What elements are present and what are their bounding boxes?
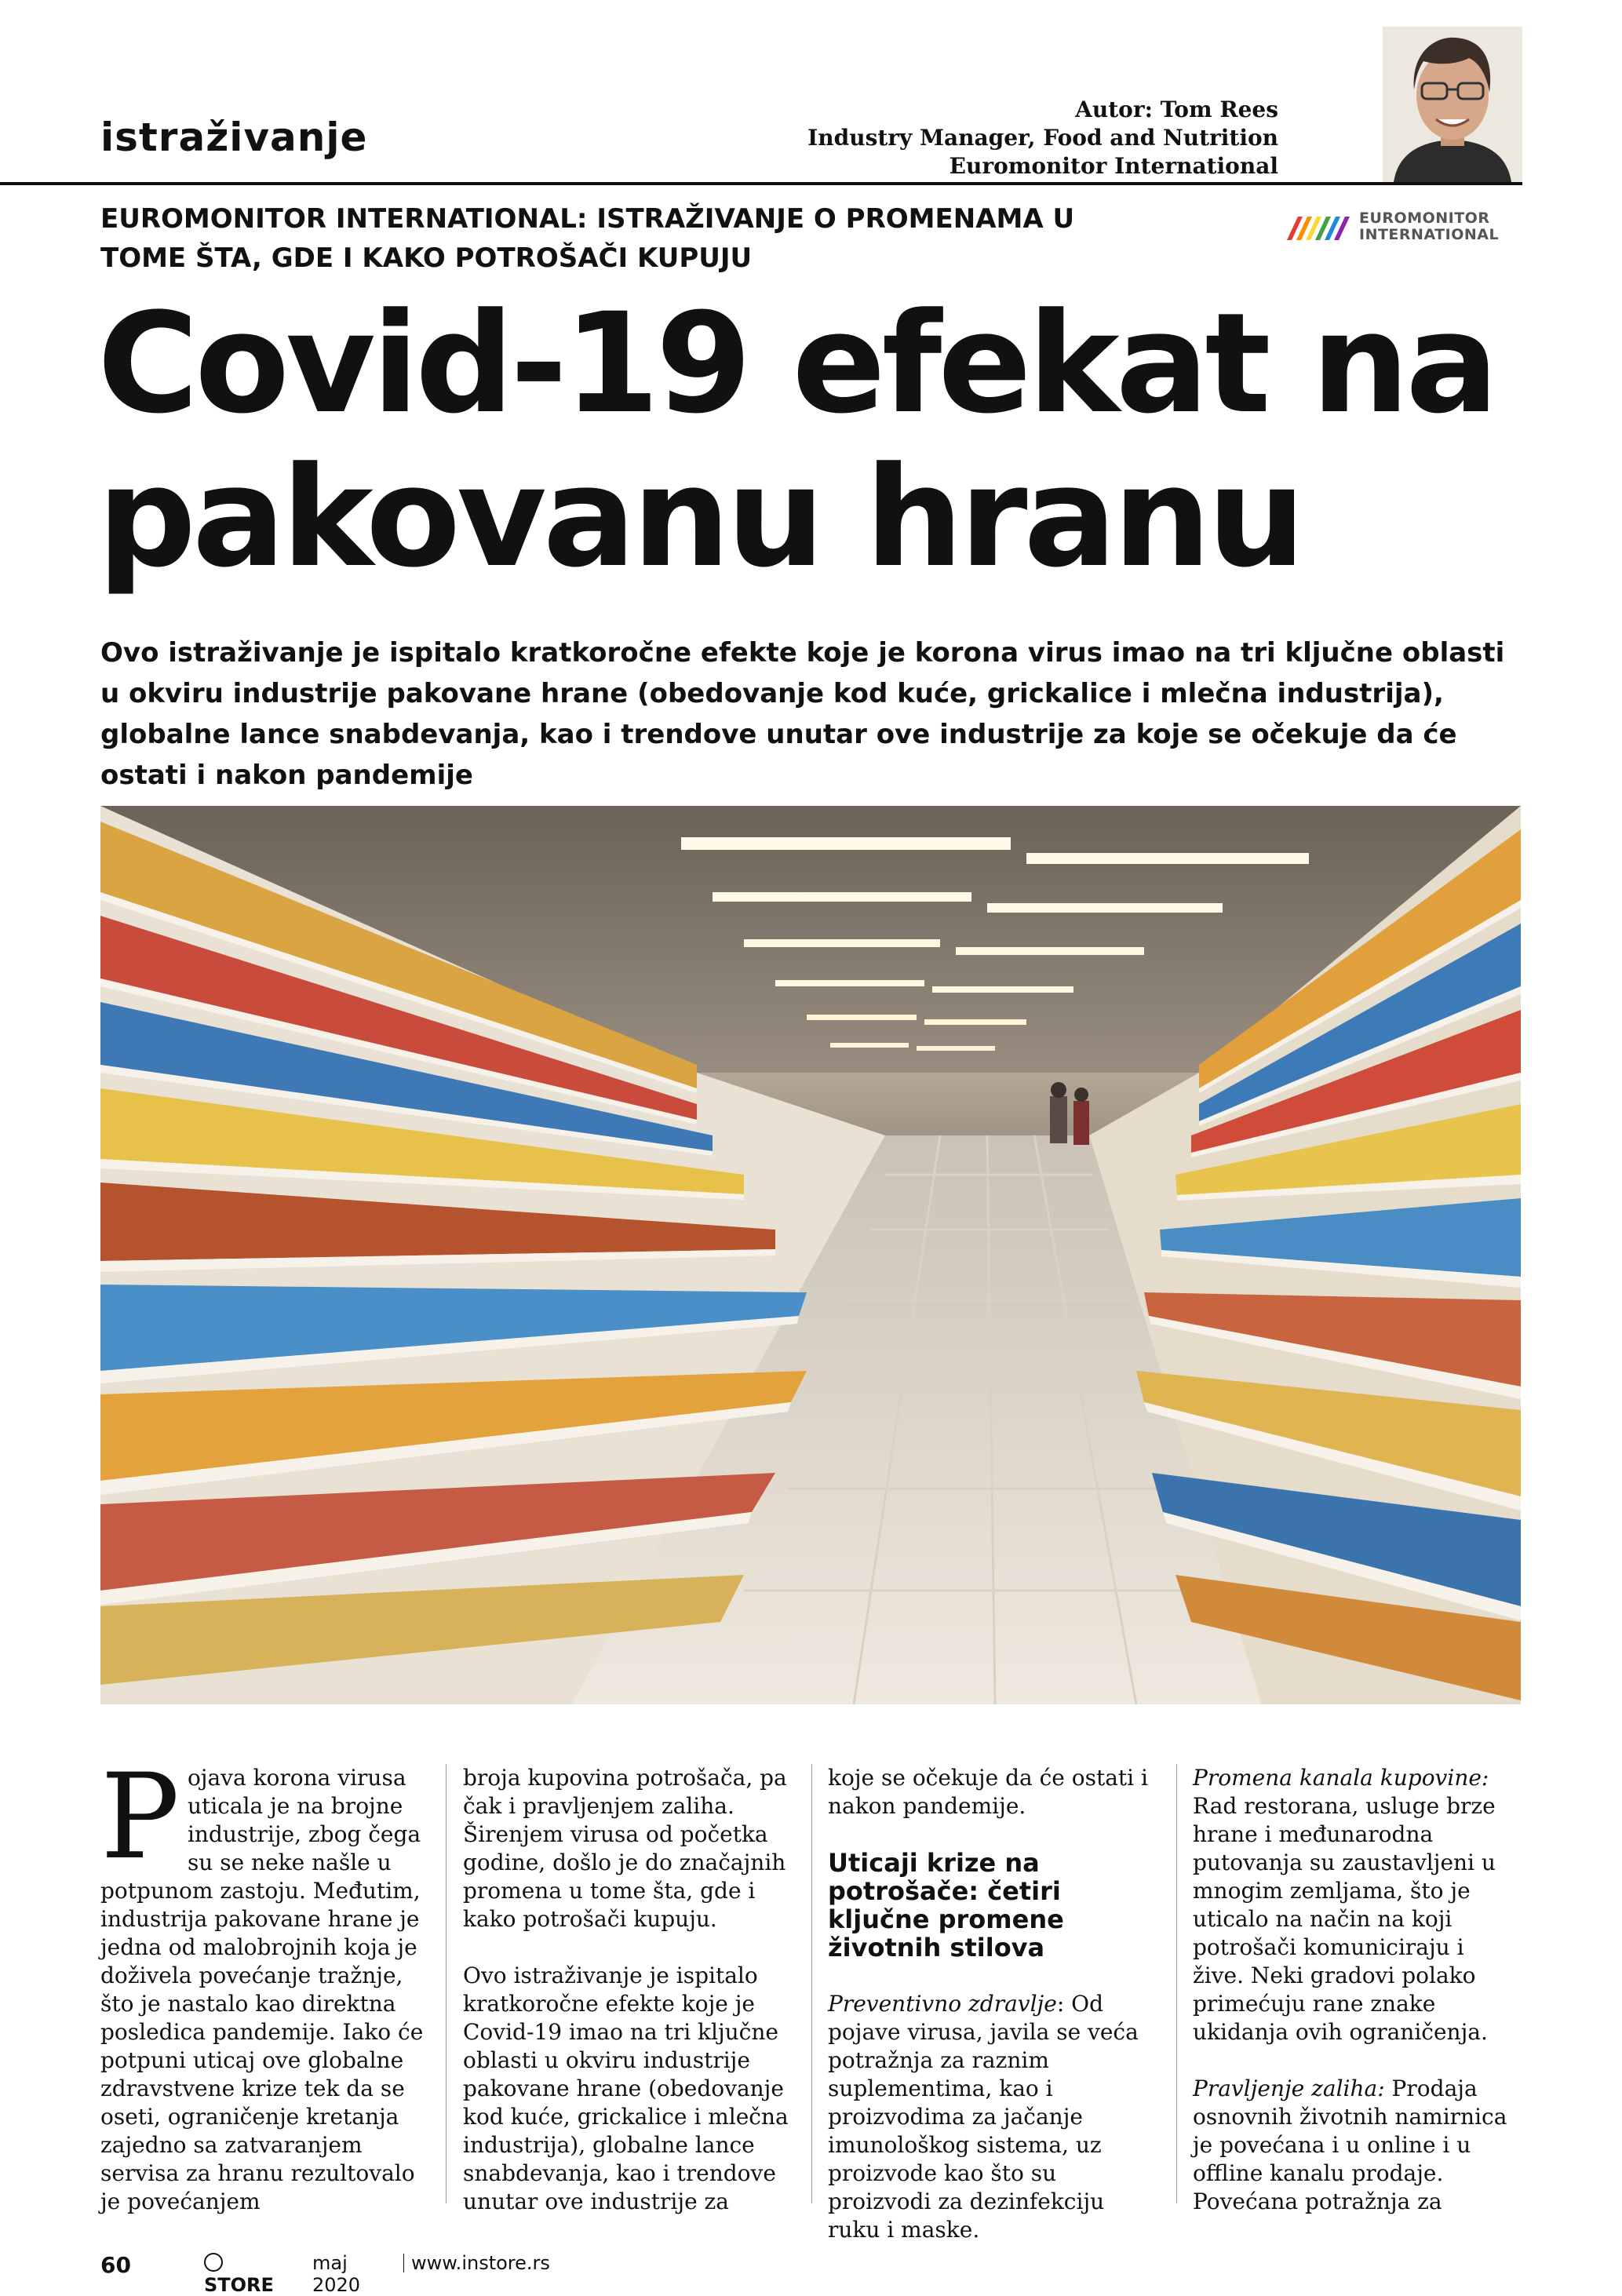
logo-stripes-icon	[1284, 209, 1359, 248]
stockpiling-text: Prodaja osnovnih životnih namirnica je povećana i u online i u offline kanalu prodaje. Povećana potražnja za	[1193, 2076, 1507, 2214]
author-photo	[1383, 27, 1522, 182]
headline-line-1: Covid-19 efekat na	[97, 283, 1495, 444]
channel-shift-label: Promena kanala kupovine:	[1193, 1765, 1489, 1791]
author-block	[807, 96, 1278, 180]
headline-line-2: pakovanu hranu	[97, 437, 1302, 598]
preventive-health-label: Preventivno zdravlje	[828, 1991, 1057, 2017]
column-rule-3	[1176, 1764, 1177, 2203]
footer-brand-text: STORE	[204, 2274, 274, 2296]
article-column-2	[463, 1764, 791, 2216]
column-1-text: ojava korona virusa uticala je na brojne industrije, zbog čega su se neke našle u potpunom zastoju. Međutim, industrija pakovane hrane je jedna od malobrojnih koja je doživela povećanje tražnje, što je nastalo kao direktna posledica pandemije. Iako će potpuni uticaj ove globalne zdravstvene krize tek da se oseti, ograničenje kretanja zajedno sa zatvaranjem servisa za hranu rezultovalo je povećanjem	[100, 1765, 424, 2214]
logo-line-1: EUROMONITOR	[1359, 210, 1490, 227]
in-store-logo-icon	[204, 2253, 223, 2272]
website-link[interactable]: www.instore.rs	[411, 2252, 550, 2274]
author-name: Autor: Tom Rees	[1075, 97, 1278, 122]
euromonitor-logo	[1284, 209, 1510, 248]
column-3-paragraph-2	[828, 1990, 1156, 2244]
article-column-4	[1193, 1764, 1521, 2216]
hero-image-supermarket-aisle	[100, 806, 1521, 1704]
preventive-health-text: : Od pojave virusa, javila se veća potražnja za raznim suplementima, kao i proizvodima za jačanje imunološkog sistema, uz proizvode kao što su proizvodi za dezinfekciju ruku i maske.	[828, 1991, 1139, 2243]
lead-paragraph: Ovo istraživanje je ispitalo kratkoročne efekte koje je korona virus imao na tri ključne oblasti u okviru industrije pakovane hrane (obedovanje kod kuće, grickalice i mlečna industrija), globalne lance snabdevanja, kao i trendove unutar ove industrije za koje se očekuje da će ostati i nakon pandemije	[100, 637, 1505, 791]
author-company: Euromonitor International	[949, 153, 1278, 179]
column-2-paragraph-2: Ovo istraživanje je ispitalo kratkoročne efekte koje je Covid-19 imao na tri ključne oblasti u okviru industrije pakovane hrane (obedovanje kod kuće, grickalice i mlečna industrija), globalne lance snabdevanja, kao i trendove unutar ove industrije za	[463, 1963, 789, 2214]
footer-separator	[403, 2254, 404, 2272]
kicker: EUROMONITOR INTERNATIONAL: ISTRAŽIVANJE O PROMENAMA U TOME ŠTA, GDE I KAKO POTROŠAČI KUPUJU	[100, 203, 1075, 274]
column-4-paragraph-1	[1193, 1764, 1521, 2046]
logo-line-2: INTERNATIONAL	[1359, 226, 1500, 243]
column-3-paragraph-1: koje se očekuje da će ostati i nakon pandemije.	[828, 1765, 1148, 1819]
section-label: istraživanje	[100, 115, 368, 160]
article-column-1	[100, 1749, 430, 2216]
column-4-paragraph-2	[1193, 2075, 1521, 2216]
author-title: Industry Manager, Food and Nutrition	[807, 125, 1278, 151]
section-subheading: Uticaji krize na potrošače: četiri ključne promene životnih stilova	[828, 1848, 1064, 1963]
column-rule-1	[446, 1764, 447, 2203]
headline	[97, 283, 1510, 598]
channel-shift-text: Rad restorana, usluge brze hrane i međunarodna putovanja su zaustavljeni u mnogim zemljama, što je uticalo na način na koji potrošači komuniciraju i žive. Neki gradovi polako primećuju rane znake ukidanja ovih ograničenja.	[1193, 1793, 1496, 2045]
page-number: 60	[100, 2252, 131, 2278]
article-column-3	[828, 1764, 1156, 2244]
header-rule	[0, 182, 1522, 185]
column-rule-2	[811, 1764, 812, 2203]
drop-cap: P	[100, 1749, 180, 1886]
issue-date: maj 2020	[312, 2252, 361, 2296]
footer-brand	[204, 2252, 274, 2296]
stockpiling-label: Pravljenje zaliha:	[1193, 2076, 1385, 2101]
column-2-paragraph-1: broja kupovina potrošača, pa čak i pravljenjem zaliha. Širenjem virusa od početka godine, došlo je do značajnih promena u tome šta, gde i kako potrošači kupuju.	[463, 1765, 787, 1932]
